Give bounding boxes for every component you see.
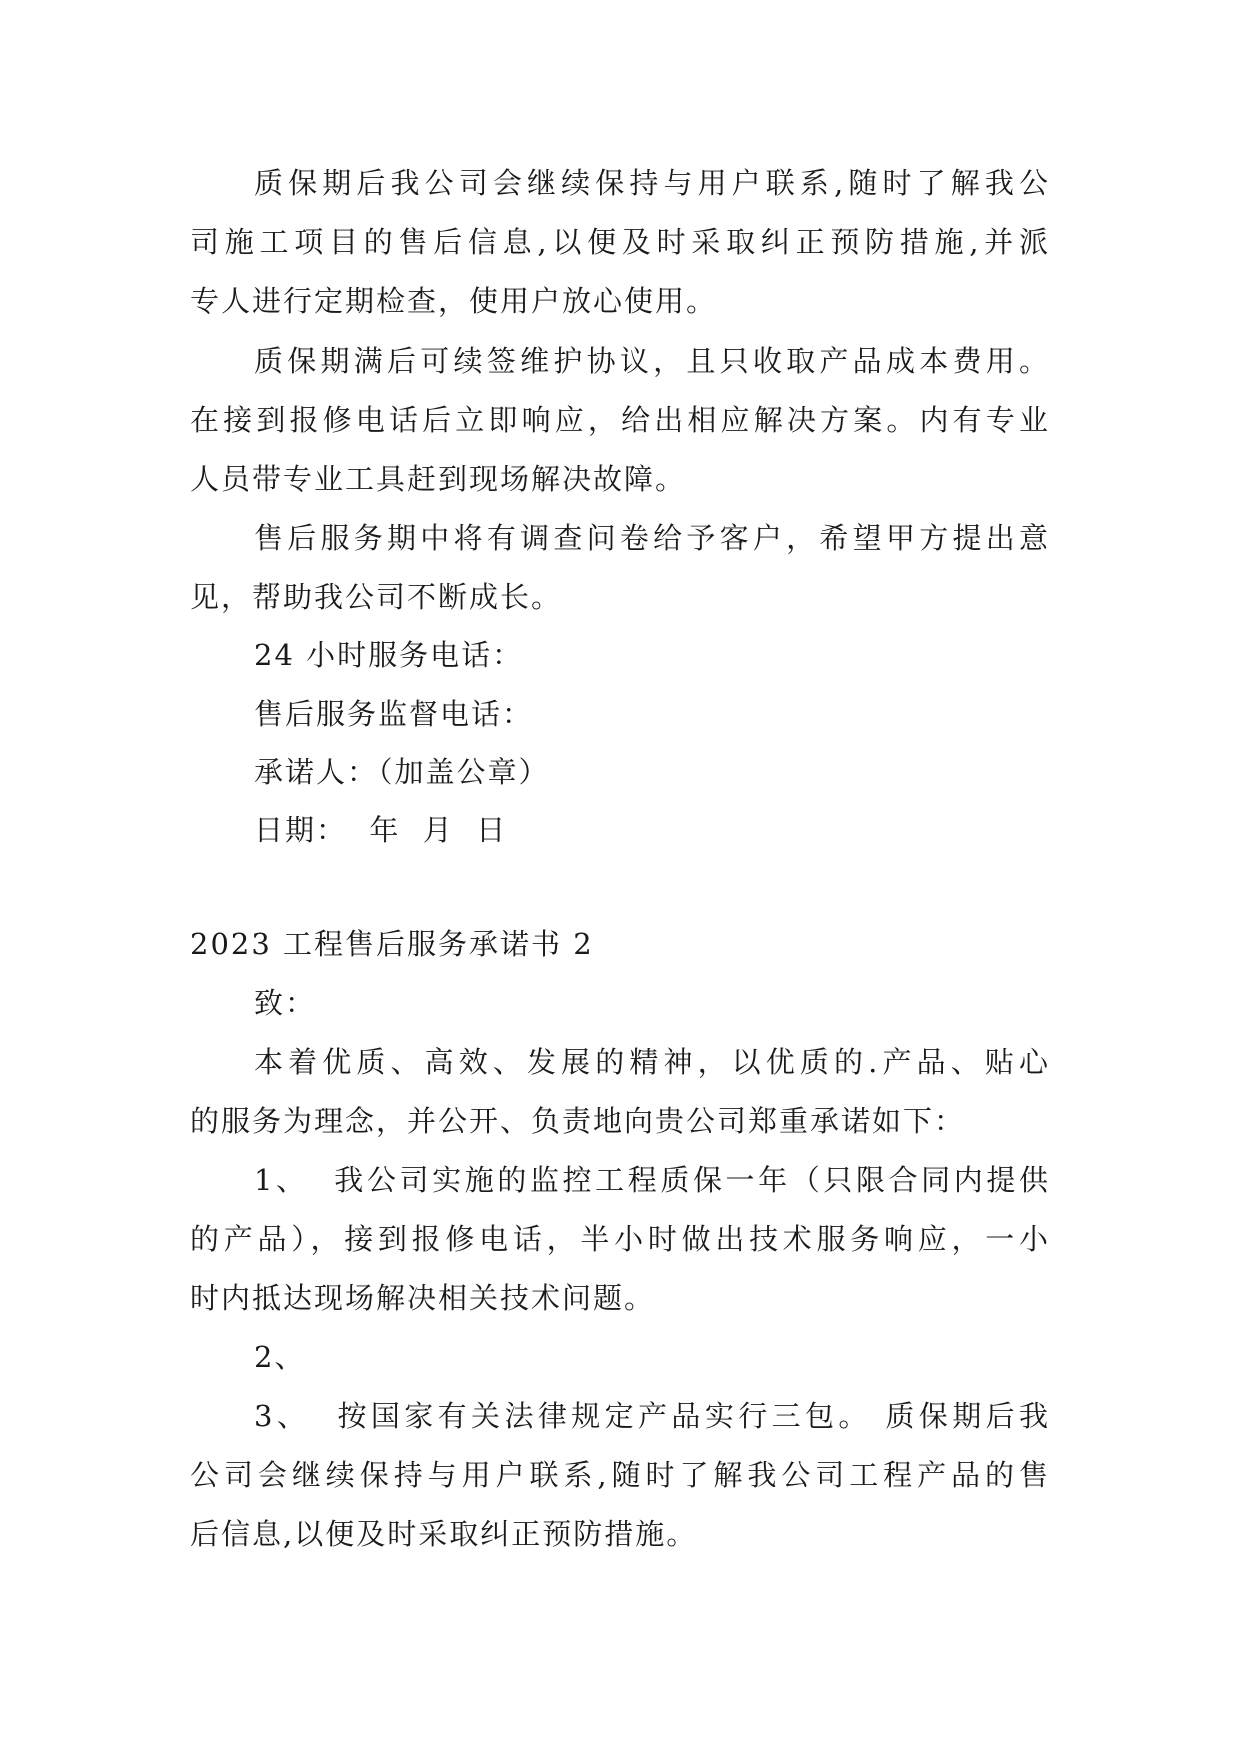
paragraph-line: 售后服务期中将有调查问卷给予客户，希望甲方提出意 bbox=[254, 521, 1050, 555]
paragraph-line: 在接到报修电话后立即响应，给出相应解决方案。内有专业 bbox=[190, 403, 1050, 437]
paragraph-line: 见，帮助我公司不断成长。 bbox=[190, 580, 563, 614]
promiser-label: 承诺人：（加盖公章） bbox=[254, 755, 550, 789]
paragraph-line: 的服务为理念，并公开、负责地向贵公司郑重承诺如下： bbox=[190, 1104, 966, 1138]
hotline-label: 24 小时服务电话： bbox=[254, 638, 524, 672]
paragraph-line: 时内抵达现场解决相关技术问题。 bbox=[190, 1281, 656, 1315]
paragraph-line: 专人进行定期检查，使用户放心使用。 bbox=[190, 284, 718, 318]
paragraph-line: 人员带专业工具赶到现场解决故障。 bbox=[190, 462, 687, 496]
list-item: 2、 bbox=[254, 1340, 306, 1374]
list-item: 3、 按国家有关法律规定产品实行三包。 质保期后我 bbox=[254, 1399, 1050, 1433]
paragraph-line: 质保期后我公司会继续保持与用户联系,随时了解我公 bbox=[254, 166, 1050, 200]
paragraph-line: 公司会继续保持与用户联系,随时了解我公司工程产品的售 bbox=[190, 1458, 1050, 1492]
paragraph-line: 质保期满后可续签维护协议，且只收取产品成本费用。 bbox=[254, 344, 1050, 378]
supervision-hotline-label: 售后服务监督电话： bbox=[254, 697, 534, 731]
paragraph-line: 本着优质、高效、发展的精神，以优质的.产品、贴心 bbox=[254, 1045, 1050, 1079]
paragraph-line: 的产品），接到报修电话，半小时做出技术服务响应，一小 bbox=[190, 1222, 1050, 1256]
date-label: 日期： 年 月 日 bbox=[254, 813, 508, 847]
list-item: 1、 我公司实施的监控工程质保一年（只限合同内提供 bbox=[254, 1163, 1050, 1197]
salutation: 致： bbox=[254, 986, 317, 1020]
paragraph-line: 后信息,以便及时采取纠正预防措施。 bbox=[190, 1517, 698, 1551]
section-title: 2023 工程售后服务承诺书 2 bbox=[190, 927, 594, 961]
paragraph-line: 司施工项目的售后信息,以便及时采取纠正预防措施,并派 bbox=[190, 225, 1050, 259]
